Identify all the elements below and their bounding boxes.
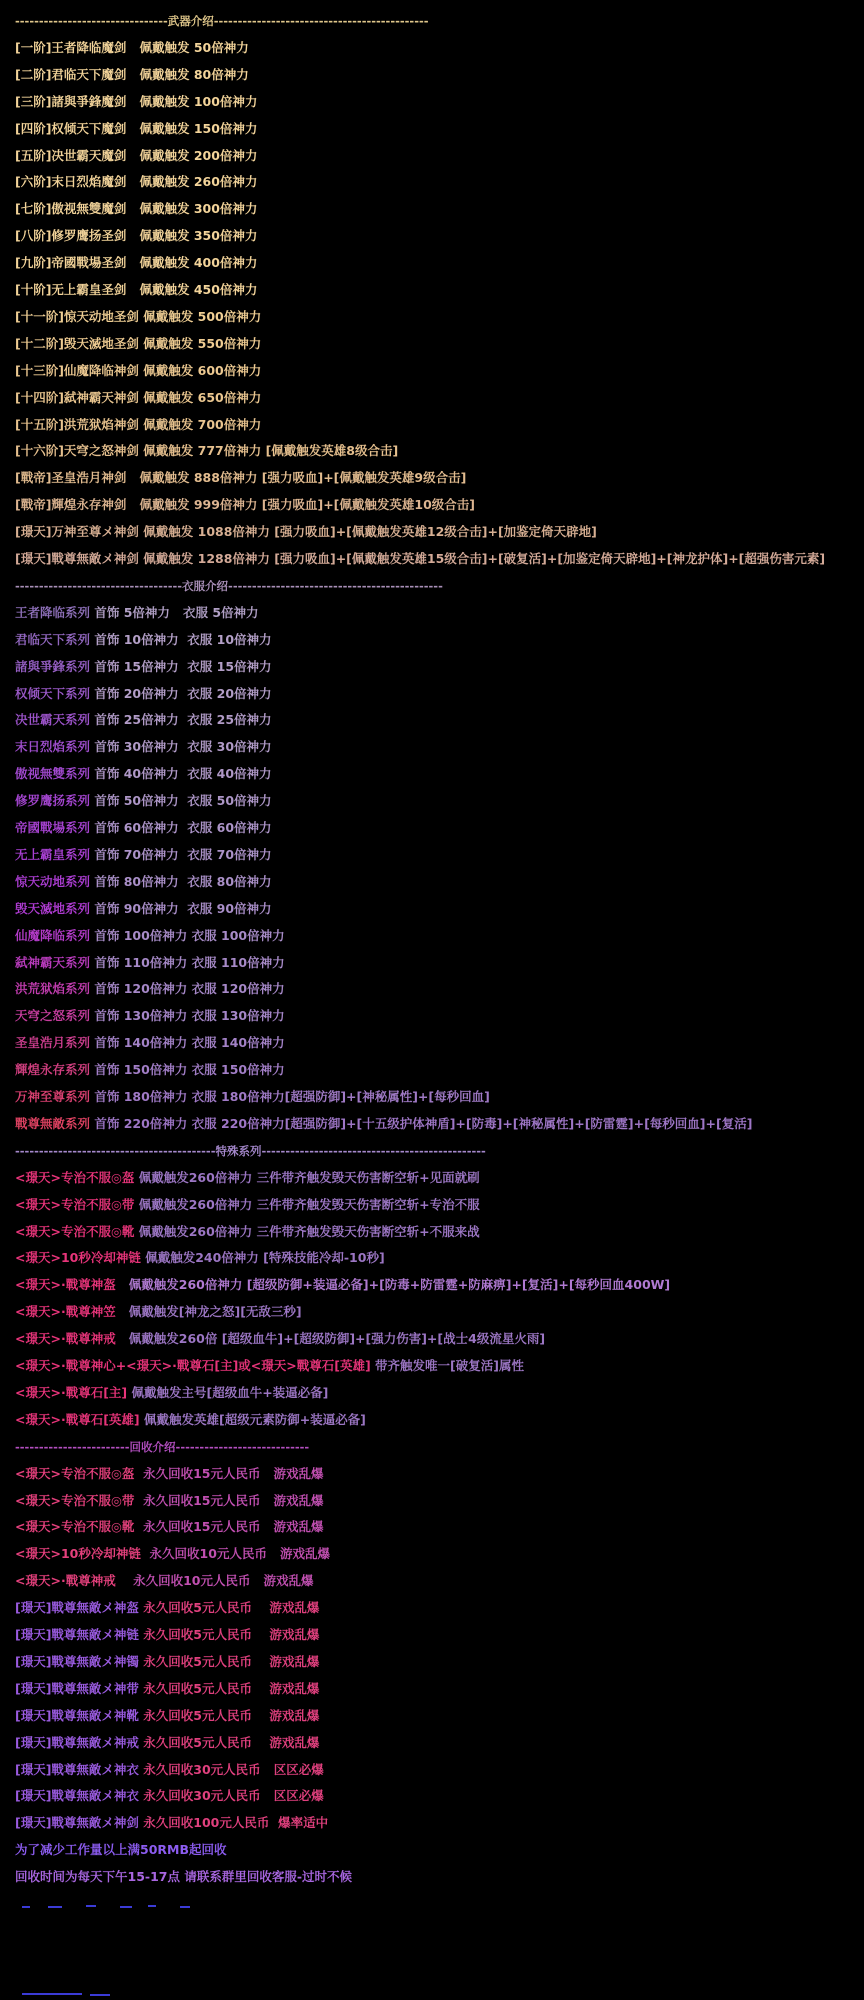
text-segment: [七阶]傲视無雙魔剑 佩戴触发 300倍神力 — [15, 201, 258, 217]
text-segment: 諸與爭鋒系列 — [15, 658, 95, 674]
text-line — [15, 1465, 324, 1483]
text-line — [15, 469, 466, 487]
text-line — [15, 1384, 328, 1402]
text-segment: 天穹之怒系列 — [15, 1008, 95, 1024]
text-segment: [十一阶]惊天动地圣剑 佩戴触发 500倍神力 — [15, 308, 262, 324]
text-line — [15, 389, 261, 407]
text-segment: <璟天>·戰尊神戒 — [15, 1573, 134, 1589]
text-segment: [璟天]戰尊無敵メ神链 — [15, 1627, 144, 1642]
text-line — [15, 1545, 330, 1563]
text-segment: <璟天>专治不服◎盔 — [15, 1465, 144, 1481]
text-segment: <璟天>·戰尊神盔 — [15, 1277, 129, 1293]
text-line — [15, 631, 272, 649]
text-segment: 佩戴触发主号[超级血牛+装逼必备] — [131, 1384, 329, 1400]
text-segment: 首饰 5倍神力 衣服 5倍神力 — [94, 604, 259, 620]
text-segment: [十阶]无上霸皇圣剑 佩戴触发 450倍神力 — [15, 282, 258, 297]
text-segment: 首饰 40倍神力 衣服 40倍神力 — [94, 766, 272, 782]
text-segment: [十四阶]弑神霸天神剑 佩戴触发 650倍神力 — [15, 389, 262, 405]
text-segment: 首饰 90倍神力 衣服 90倍神力 — [94, 900, 272, 916]
text-segment: 弑神霸天系列 — [15, 954, 95, 970]
text-segment: 首饰 10倍神力 衣服 10倍神力 — [94, 631, 272, 647]
text-line — [15, 1868, 352, 1886]
text-segment: 洪荒狱焰系列 — [15, 981, 95, 997]
text-segment: 佩戴触发240倍神力 [特殊技能冷却-10秒] — [145, 1250, 385, 1266]
text-line — [15, 1707, 319, 1725]
text-line — [15, 281, 257, 299]
text-segment: 毁天滅地系列 — [15, 900, 95, 916]
text-line — [15, 93, 257, 111]
text-segment: [三阶]諸與爭鋒魔剑 佩戴触发 100倍神力 — [15, 93, 258, 109]
text-segment: [璟天]戰尊無敵メ神衣 — [15, 1788, 144, 1804]
text-line — [15, 1115, 752, 1133]
text-segment: 圣皇浩月系列 — [15, 1035, 95, 1051]
text-segment: 佩戴触发260倍神力 三件带齐触发毁天伤害断空斩+不服来战 — [138, 1223, 480, 1239]
text-line — [15, 900, 272, 918]
text-line — [15, 1223, 480, 1241]
text-line — [15, 39, 249, 57]
text-segment: 永久回收5元人民币 游戏乱爆 — [143, 1680, 320, 1696]
text-line — [15, 12, 429, 30]
text-segment: 惊天动地系列 — [15, 873, 95, 889]
text-line — [15, 1814, 328, 1832]
text-segment: 永久回收15元人民币 游戏乱爆 — [143, 1465, 324, 1481]
text-line — [15, 147, 257, 165]
text-segment: [璟天]戰尊無敵メ神戒 — [15, 1734, 144, 1750]
text-segment: [戰帝]輝煌永存神剑 佩戴触发 999倍神力 [强力吸血]+[佩戴触发英雄10级合击] — [15, 497, 475, 513]
text-segment: <璟天>10秒冷却神链 — [15, 1250, 146, 1266]
text-line — [15, 1142, 486, 1160]
text-line — [15, 1761, 324, 1779]
text-line — [15, 1518, 324, 1536]
text-line — [15, 711, 272, 729]
text-segment: 佩戴触发英雄[超级元素防御+装逼必备] — [143, 1411, 366, 1427]
text-segment: <璟天>专治不服◎带 — [15, 1492, 144, 1508]
text-line — [15, 738, 272, 756]
text-segment: 永久回收5元人民币 游戏乱爆 — [143, 1734, 320, 1750]
text-segment: 首饰 150倍神力 衣服 150倍神力 — [94, 1062, 285, 1078]
text-segment: 帝國戰場系列 — [15, 820, 95, 835]
text-segment: 永久回收100元人民币 爆率适中 — [143, 1815, 329, 1831]
text-line — [15, 577, 443, 595]
text-line — [15, 496, 475, 514]
text-segment: [璟天]万神至尊メ神剑 佩戴触发 1088倍神力 [强力吸血]+[佩戴触发英雄12级合击]+[加鉴定倚天辟地] — [15, 524, 597, 540]
text-line — [15, 1599, 319, 1617]
text-segment: 修罗鹰扬系列 — [15, 793, 95, 809]
text-segment: <璟天>专治不服◎靴 — [15, 1519, 144, 1535]
text-segment: 首饰 20倍神力 衣服 20倍神力 — [94, 685, 272, 701]
text-line — [15, 1088, 490, 1106]
text-segment: 首饰 30倍神力 衣服 30倍神力 — [94, 739, 272, 755]
text-line — [15, 1411, 366, 1429]
text-segment: 仙魔降临系列 — [15, 927, 95, 943]
text-segment: 永久回收10元人民币 游戏乱爆 — [149, 1546, 330, 1562]
text-line — [15, 1492, 324, 1510]
bottom-fragment — [86, 1905, 96, 1907]
section-divider: ------------------------回收介绍---------------------------- — [15, 1439, 310, 1454]
text-segment: 佩戴触发260倍神力 三件带齐触发毁天伤害断空斩+专治不服 — [138, 1196, 480, 1212]
bottom-fragment — [48, 1906, 62, 1908]
text-line — [15, 1626, 319, 1644]
text-segment: 首饰 25倍神力 衣服 25倍神力 — [94, 712, 272, 728]
text-segment: 永久回收15元人民币 游戏乱爆 — [143, 1519, 324, 1535]
text-line — [15, 1303, 302, 1321]
text-line — [15, 1276, 670, 1294]
text-segment: <璟天>·戰尊神心+<璟天>·戰尊石[主]或<璟天>戰尊石[英雄] — [15, 1358, 376, 1373]
text-line — [15, 1653, 319, 1671]
text-segment: [八阶]修罗鹰扬圣剑 佩戴触发 350倍神力 — [15, 228, 258, 244]
text-line — [15, 1572, 314, 1590]
text-segment: 首饰 100倍神力 衣服 100倍神力 — [94, 927, 285, 943]
text-segment: 首饰 220倍神力 衣服 220倍神力[超强防御]+[十五级护体神盾]+[防毒]+[神秘属性]+[防雷霆]+[每秒回血]+[复活] — [94, 1115, 753, 1131]
text-segment: [璟天]戰尊無敵メ神剑 佩戴触发 1288倍神力 [强力吸血]+[佩戴触发英雄15级合击]+[破复活]+[加鉴定倚天辟地]+[神龙护体]+[超强伤害元素] — [15, 551, 826, 566]
text-line — [15, 227, 257, 245]
text-line — [15, 254, 257, 272]
text-segment: 永久回收30元人民币 区区必爆 — [143, 1761, 324, 1777]
bottom-fragment — [22, 1993, 82, 1995]
text-line — [15, 308, 261, 326]
text-segment: 永久回收15元人民币 游戏乱爆 — [143, 1492, 324, 1508]
text-line — [15, 846, 272, 864]
section-divider: -----------------------------------衣服介绍--------------------------------------------- — [15, 578, 443, 593]
text-segment: [璟天]戰尊無敵メ神带 — [15, 1680, 144, 1696]
text-segment: [五阶]决世霸天魔剑 佩戴触发 200倍神力 — [15, 147, 258, 163]
text-line — [15, 1330, 545, 1348]
text-line — [15, 200, 257, 218]
text-segment: 永久回收10元人民币 游戏乱爆 — [133, 1573, 314, 1589]
text-segment: [璟天]戰尊無敵メ神镯 — [15, 1653, 144, 1669]
text-segment: <璟天>10秒冷却神链 — [15, 1546, 150, 1562]
bottom-fragment — [148, 1905, 156, 1907]
text-segment: 永久回收30元人民币 区区必爆 — [143, 1788, 324, 1804]
text-segment: 首饰 180倍神力 衣服 180倍神力[超强防御]+[神秘属性]+[每秒回血] — [94, 1089, 490, 1104]
text-line — [15, 523, 597, 541]
text-segment: 首饰 80倍神力 衣服 80倍神力 — [94, 873, 272, 889]
text-segment: <璟天>专治不服◎靴 — [15, 1223, 139, 1239]
text-line — [15, 954, 285, 972]
text-line — [15, 362, 261, 380]
text-line — [15, 604, 259, 622]
text-line — [15, 416, 261, 434]
text-segment: 回收时间为每天下午15-17点 请联系群里回收客服-过时不候 — [15, 1869, 353, 1885]
text-segment: [十五阶]洪荒狱焰神剑 佩戴触发 700倍神力 — [15, 416, 262, 432]
text-segment: 佩戴触发260倍神力 [超级防御+装逼必备]+[防毒+防雷霆+防麻痹]+[复活]+[每秒回血400W] — [128, 1277, 671, 1293]
text-segment: <璟天>·戰尊神戒 — [15, 1331, 129, 1347]
text-line — [15, 120, 257, 138]
text-segment: <璟天>·戰尊石[英雄] — [15, 1411, 144, 1427]
text-line — [15, 873, 272, 891]
text-segment: 首饰 130倍神力 衣服 130倍神力 — [94, 1008, 285, 1024]
text-segment: 永久回收5元人民币 游戏乱爆 — [143, 1653, 320, 1669]
text-segment: 首饰 60倍神力 衣服 60倍神力 — [94, 820, 272, 835]
text-segment: [璟天]戰尊無敵メ神衣 — [15, 1761, 144, 1777]
text-line — [15, 980, 285, 998]
text-segment: 永久回收5元人民币 游戏乱爆 — [143, 1707, 320, 1723]
text-line — [15, 1007, 285, 1025]
text-segment: 佩戴触发260倍神力 三件带齐触发毁天伤害断空斩+见面就刷 — [138, 1169, 480, 1185]
bottom-fragment — [120, 1906, 132, 1908]
text-line — [15, 66, 249, 84]
text-segment: 首饰 120倍神力 衣服 120倍神力 — [94, 981, 285, 997]
text-line — [15, 550, 825, 568]
text-segment: <璟天>专治不服◎带 — [15, 1196, 139, 1212]
text-line — [15, 1196, 480, 1214]
text-segment: 傲视無雙系列 — [15, 766, 95, 782]
text-line — [15, 1787, 324, 1805]
text-segment: <璟天>·戰尊神笠 — [15, 1304, 129, 1320]
text-segment: <璟天>·戰尊石[主] — [15, 1384, 132, 1400]
text-line — [15, 1169, 480, 1187]
text-segment: [二阶]君临天下魔剑 佩戴触发 80倍神力 — [15, 66, 249, 82]
text-segment: 戰尊無敵系列 — [15, 1115, 95, 1131]
text-segment: [璟天]戰尊無敵メ神剑 — [15, 1815, 144, 1831]
text-segment: [戰帝]圣皇浩月神剑 佩戴触发 888倍神力 [强力吸血]+[佩戴触发英雄9级合击] — [15, 470, 467, 486]
text-segment: 末日烈焰系列 — [15, 739, 95, 755]
text-segment: 佩戴触发260倍 [超级血牛]+[超级防御]+[强力伤害]+[战士4级流星火雨] — [128, 1331, 546, 1347]
text-segment: 为了减少工作量以上满50RMB起回收 — [15, 1842, 227, 1858]
text-line — [15, 1061, 285, 1079]
text-segment: 首饰 140倍神力 衣服 140倍神力 — [94, 1035, 285, 1051]
text-line — [15, 1680, 319, 1698]
text-segment: [十六阶]天穹之怒神剑 佩戴触发 777倍神力 [佩戴触发英雄8级合击] — [15, 443, 399, 459]
text-segment: 永久回收5元人民币 游戏乱爆 — [143, 1600, 320, 1616]
text-segment: 首饰 50倍神力 衣服 50倍神力 — [94, 793, 272, 809]
text-segment: [一阶]王者降临魔剑 佩戴触发 50倍神力 — [15, 39, 249, 55]
text-line — [15, 1734, 319, 1752]
text-segment: 輝煌永存系列 — [15, 1062, 95, 1078]
text-line — [15, 335, 261, 353]
text-segment: 权倾天下系列 — [15, 685, 95, 701]
text-line — [15, 1841, 227, 1859]
text-line — [15, 658, 272, 676]
text-segment: [璟天]戰尊無敵メ神盔 — [15, 1600, 144, 1616]
text-line — [15, 819, 272, 837]
text-line — [15, 792, 272, 810]
text-segment: 首饰 70倍神力 衣服 70倍神力 — [94, 846, 272, 862]
text-line — [15, 1034, 285, 1052]
text-line — [15, 1249, 385, 1267]
text-line — [15, 927, 285, 945]
text-line — [15, 1438, 309, 1456]
text-line — [15, 442, 398, 460]
text-segment: [十二阶]毁天滅地圣剑 佩戴触发 550倍神力 — [15, 335, 262, 351]
text-segment: [四阶]权倾天下魔剑 佩戴触发 150倍神力 — [15, 120, 258, 136]
bottom-fragment — [90, 1994, 110, 1996]
text-line — [15, 765, 272, 783]
text-line — [15, 685, 272, 703]
text-segment: 首饰 15倍神力 衣服 15倍神力 — [94, 658, 272, 674]
text-segment: [十三阶]仙魔降临神剑 佩戴触发 600倍神力 — [15, 362, 262, 378]
text-segment: 无上霸皇系列 — [15, 846, 95, 862]
text-segment: [六阶]末日烈焰魔剑 佩戴触发 260倍神力 — [15, 174, 258, 190]
section-divider: ------------------------------------------特殊系列----------------------------------------------- — [15, 1143, 486, 1158]
text-segment: 首饰 110倍神力 衣服 110倍神力 — [94, 954, 285, 970]
text-segment: [九阶]帝國戰場圣剑 佩戴触发 400倍神力 — [15, 255, 258, 271]
text-segment: 决世霸天系列 — [15, 712, 95, 728]
text-line — [15, 173, 257, 191]
text-segment: [璟天]戰尊無敵メ神靴 — [15, 1707, 144, 1723]
text-segment: 佩戴触发[神龙之怒][无敌三秒] — [128, 1304, 302, 1320]
text-segment: <璟天>专治不服◎盔 — [15, 1169, 139, 1185]
text-segment: 永久回收5元人民币 游戏乱爆 — [143, 1627, 320, 1642]
bottom-fragment — [22, 1906, 30, 1908]
text-line — [15, 1357, 524, 1375]
text-segment: 王者降临系列 — [15, 604, 95, 620]
text-segment: 万神至尊系列 — [15, 1089, 95, 1104]
bottom-fragment — [180, 1906, 190, 1908]
text-segment: 君临天下系列 — [15, 631, 95, 647]
text-segment: 带齐触发唯一[破复活]属性 — [375, 1358, 524, 1373]
section-divider: --------------------------------武器介绍--------------------------------------------- — [15, 14, 429, 28]
